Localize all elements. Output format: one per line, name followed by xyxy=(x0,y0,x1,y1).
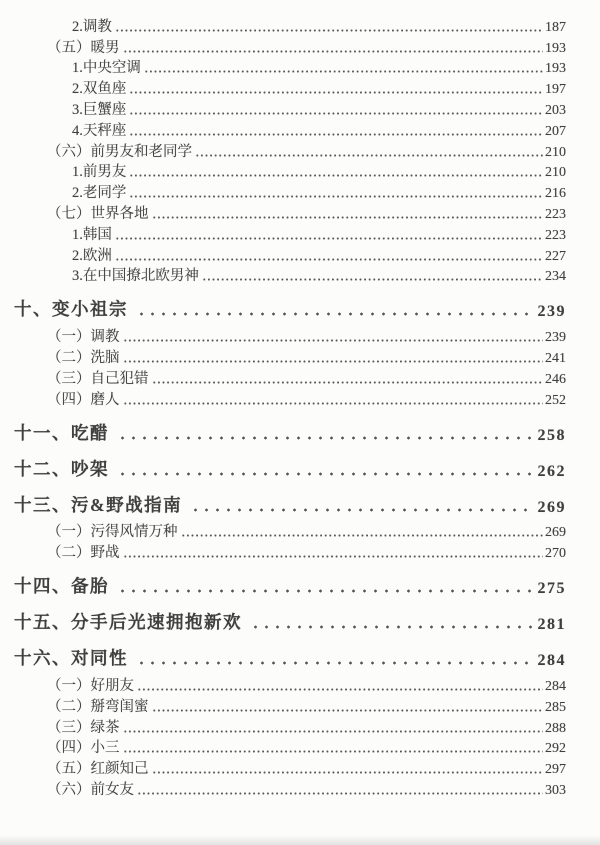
toc-entry-page: 303 xyxy=(545,782,566,798)
toc-entry xyxy=(14,181,566,202)
toc-entry-title: （一）调教 xyxy=(47,329,120,346)
toc-entry-page: 223 xyxy=(545,206,566,222)
toc-entry-page: 239 xyxy=(545,330,566,346)
dot-leader xyxy=(117,471,532,477)
toc-entry xyxy=(14,161,566,182)
dot-leader xyxy=(123,554,544,559)
toc-entry xyxy=(14,293,566,321)
toc-entry-page: 269 xyxy=(537,498,566,516)
toc-entry-page: 216 xyxy=(545,186,566,202)
dot-leader xyxy=(250,624,532,630)
dot-leader xyxy=(123,729,544,734)
toc-entry xyxy=(14,36,566,57)
dot-leader xyxy=(129,132,543,137)
dot-leader xyxy=(123,401,544,406)
dot-leader xyxy=(117,588,532,594)
toc-entry xyxy=(14,642,566,670)
toc-entry xyxy=(14,98,566,119)
toc-entry-page: 284 xyxy=(545,678,566,694)
dot-leader xyxy=(136,311,532,317)
toc-entry-page: 270 xyxy=(545,546,566,562)
toc-entry-title: 十四、备胎 xyxy=(14,576,109,597)
toc-entry-title: （六）前男友和老同学 xyxy=(47,143,192,160)
toc-entry-title: （二）洗脑 xyxy=(47,349,120,366)
toc-entry-page: 223 xyxy=(545,227,566,243)
toc-entry-title: （二）掰弯闺蜜 xyxy=(47,698,149,715)
toc-entry xyxy=(14,119,566,140)
dot-leader xyxy=(152,708,544,713)
toc-entry-title: 4.天秤座 xyxy=(72,122,127,139)
toc-entry xyxy=(14,57,566,78)
toc-entry xyxy=(14,265,566,286)
toc-entry-title: （三）绿茶 xyxy=(47,719,120,736)
toc-entry xyxy=(14,77,566,98)
toc-entry-title: 2.欧洲 xyxy=(72,247,112,264)
toc-entry-title: 十六、对同性 xyxy=(14,648,128,669)
toc-entry-title: （二）野战 xyxy=(47,545,120,562)
toc-entry-title: 1.韩国 xyxy=(72,226,112,243)
dot-leader xyxy=(123,49,544,54)
dot-leader xyxy=(123,359,544,364)
toc-entry xyxy=(14,346,566,367)
toc-entry xyxy=(14,489,566,517)
dot-leader xyxy=(144,69,543,74)
dot-leader xyxy=(117,435,532,441)
toc-entry-page: 234 xyxy=(545,269,566,285)
toc-entry-page: 284 xyxy=(537,652,566,670)
toc-entry-page: 258 xyxy=(537,426,566,444)
toc-entry-title: 3.在中国撩北欧男神 xyxy=(72,268,199,285)
dot-leader xyxy=(137,687,543,692)
toc-entry xyxy=(14,15,566,36)
toc-entry xyxy=(14,570,566,598)
toc-entry xyxy=(14,388,566,409)
toc-entry-page: 288 xyxy=(545,720,566,736)
toc-entry-title: 1.前男友 xyxy=(72,164,127,181)
toc-entry-title: 1.中央空调 xyxy=(72,60,141,77)
dot-leader xyxy=(202,277,543,282)
dot-leader xyxy=(129,111,543,116)
toc-entry-page: 210 xyxy=(545,165,566,181)
toc-entry-page: 193 xyxy=(545,61,566,77)
toc-entry xyxy=(14,453,566,481)
toc-entry-title: （三）自己犯错 xyxy=(47,370,149,387)
toc-entry xyxy=(14,674,566,695)
toc-entry xyxy=(14,417,566,445)
toc-entry xyxy=(14,541,566,562)
toc-entry xyxy=(14,737,566,758)
toc-entry-title: （一）污得风情万种 xyxy=(47,524,178,541)
toc-entry-page: 210 xyxy=(545,144,566,160)
toc-entry-title: 十三、污&野战指南 xyxy=(14,494,183,515)
dot-leader xyxy=(123,749,544,754)
toc-entry-page: 187 xyxy=(545,19,566,35)
toc-entry-page: 262 xyxy=(537,462,566,480)
toc-entry-title: 2.双鱼座 xyxy=(72,81,127,98)
dot-leader xyxy=(137,791,543,796)
toc-entry xyxy=(14,606,566,634)
toc-entry-title: （一）好朋友 xyxy=(47,677,134,694)
dot-leader xyxy=(152,770,544,775)
toc-entry-title: 十一、吃醋 xyxy=(14,422,109,443)
toc-entry xyxy=(14,778,566,799)
toc-entry-title: 3.巨蟹座 xyxy=(72,101,127,118)
toc-entry-page: 281 xyxy=(537,616,566,634)
toc-entry-page: 193 xyxy=(545,40,566,56)
dot-leader xyxy=(115,257,543,262)
toc-entry xyxy=(14,244,566,265)
toc-entry-page: 297 xyxy=(545,762,566,778)
toc-entry-page: 269 xyxy=(545,525,566,541)
dot-leader xyxy=(115,236,543,241)
toc-entry xyxy=(14,202,566,223)
toc-entry-page: 252 xyxy=(545,392,566,408)
dot-leader xyxy=(129,90,543,95)
toc-entry-title: （六）前女友 xyxy=(47,781,134,798)
toc-entry-page: 246 xyxy=(545,371,566,387)
toc-entry-page: 227 xyxy=(545,248,566,264)
toc-entry-page: 292 xyxy=(545,741,566,757)
dot-leader xyxy=(129,173,543,178)
toc-entry-title: （四）小三 xyxy=(47,740,120,757)
dot-leader xyxy=(152,215,544,220)
toc-entry-page: 275 xyxy=(537,580,566,598)
page-edge-shadow xyxy=(0,835,600,845)
dot-leader xyxy=(115,28,543,33)
toc-entry xyxy=(14,716,566,737)
dot-leader xyxy=(152,380,544,385)
toc-entry xyxy=(14,757,566,778)
toc-entry xyxy=(14,140,566,161)
toc-entry-page: 239 xyxy=(537,303,566,321)
toc-list xyxy=(14,15,566,799)
toc-entry-title: （五）暖男 xyxy=(47,39,120,56)
toc-entry-page: 241 xyxy=(545,350,566,366)
toc-entry xyxy=(14,521,566,542)
dot-leader xyxy=(195,153,543,158)
dot-leader xyxy=(129,194,543,199)
toc-entry xyxy=(14,325,566,346)
dot-leader xyxy=(190,507,531,513)
dot-leader xyxy=(123,338,544,343)
dot-leader xyxy=(181,533,544,538)
toc-entry-title: （四）磨人 xyxy=(47,391,120,408)
toc-entry xyxy=(14,223,566,244)
toc-entry-page: 207 xyxy=(545,123,566,139)
toc-entry xyxy=(14,367,566,388)
toc-entry-title: 十、变小祖宗 xyxy=(14,299,128,320)
toc-entry-title: 2.调教 xyxy=(72,18,112,35)
toc-entry-page: 285 xyxy=(545,699,566,715)
toc-entry-title: （七）世界各地 xyxy=(47,205,149,222)
dot-leader xyxy=(136,660,532,666)
toc-entry-title: 十二、吵架 xyxy=(14,458,109,479)
toc-entry-title: 十五、分手后光速拥抱新欢 xyxy=(14,612,242,633)
toc-entry-page: 197 xyxy=(545,82,566,98)
toc-entry xyxy=(14,695,566,716)
toc-entry-title: （五）红颜知己 xyxy=(47,761,149,778)
toc-entry-title: 2.老同学 xyxy=(72,185,127,202)
toc-entry-page: 203 xyxy=(545,102,566,118)
